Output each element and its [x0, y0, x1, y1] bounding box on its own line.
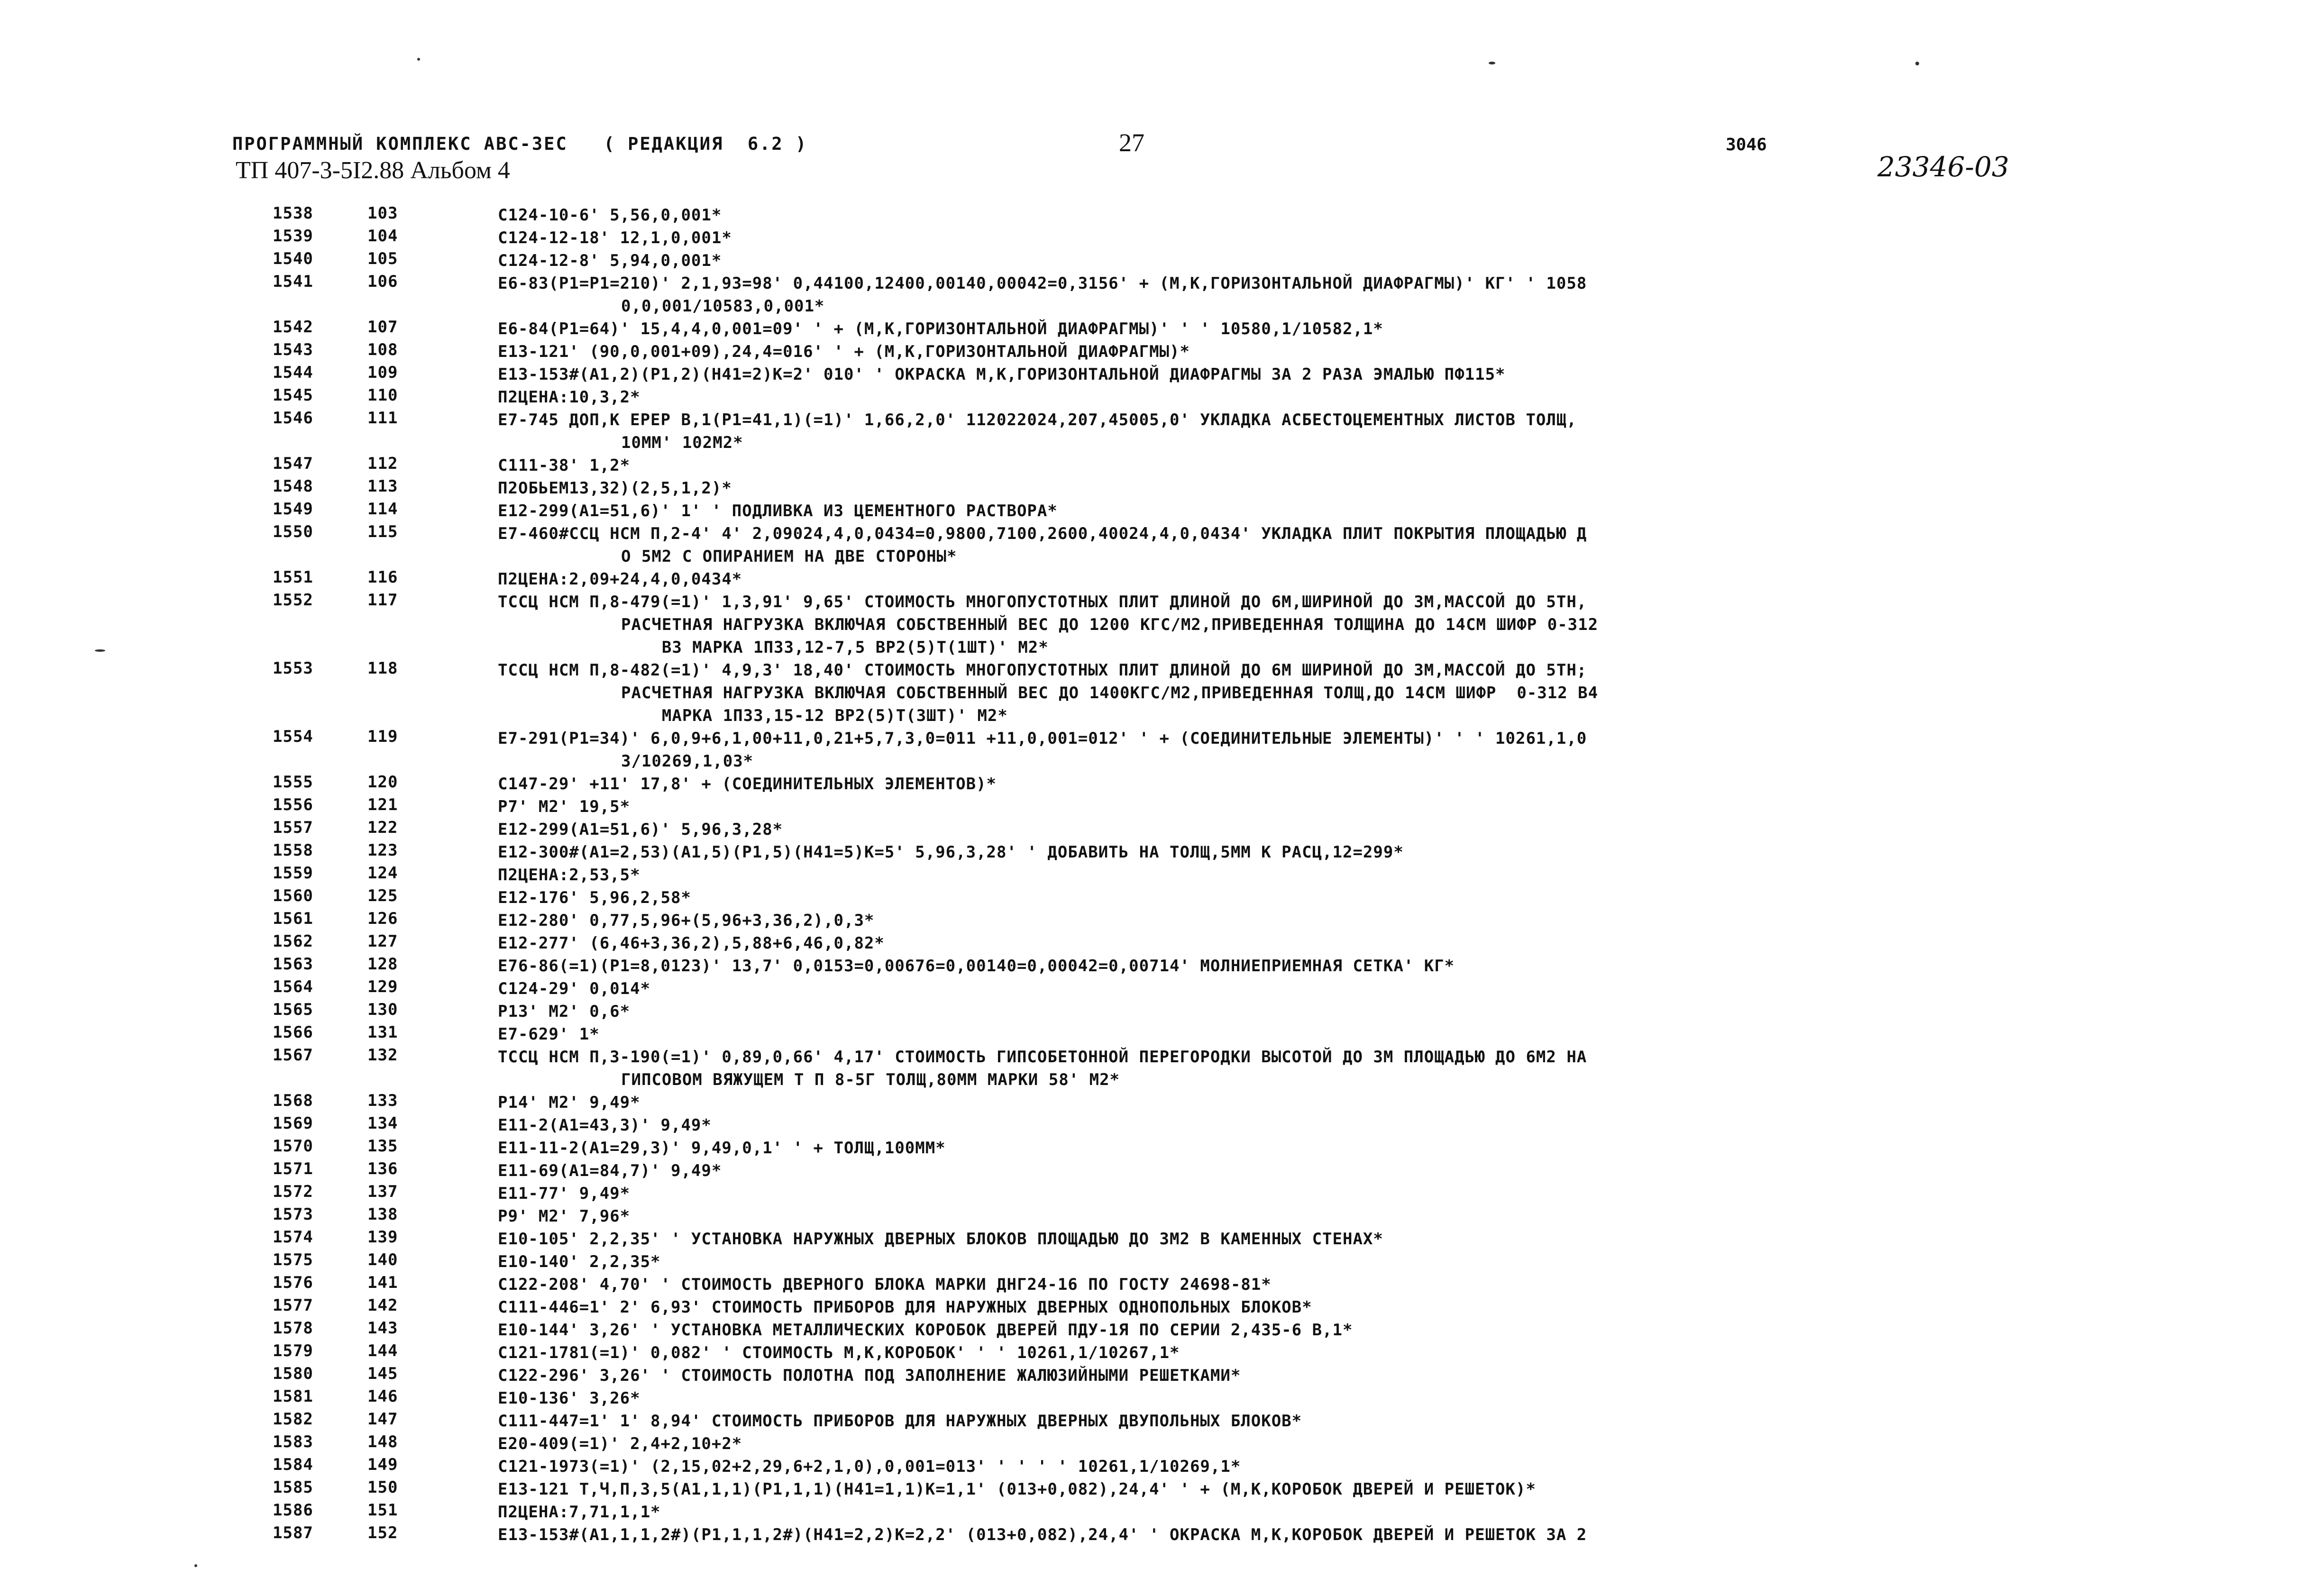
item-number: 137 — [367, 1182, 398, 1201]
line-number: 1541 — [273, 272, 313, 291]
line-number: 1583 — [273, 1432, 313, 1451]
line-number: 1572 — [273, 1182, 313, 1201]
listing-row — [0, 1250, 2297, 1273]
item-text-block — [498, 1205, 2053, 1228]
item-number: 129 — [367, 977, 398, 996]
item-number: 114 — [367, 500, 398, 519]
line-number: 1581 — [273, 1387, 313, 1406]
item-number: 111 — [367, 409, 398, 428]
item-text: Е13-121' (90,0,001+09),24,4=016' ' + (М,К,ГОРИЗОНТАЛЬНОЙ ДИАФРАГМЫ)* — [498, 342, 1190, 361]
listing-row — [0, 568, 2297, 591]
line-number: 1582 — [273, 1410, 313, 1429]
line-number: 1574 — [273, 1228, 313, 1247]
listing-row — [0, 1523, 2297, 1546]
item-number: 144 — [367, 1341, 398, 1360]
item-text-block — [498, 909, 2053, 932]
item-text: Р7' М2' 19,5* — [498, 797, 631, 816]
listing-row — [0, 1296, 2297, 1319]
listing-row — [0, 227, 2297, 249]
listing-row — [0, 1387, 2297, 1410]
item-number: 119 — [367, 727, 398, 746]
listing-row — [0, 1410, 2297, 1432]
item-text-block — [498, 318, 2053, 340]
item-number: 131 — [367, 1023, 398, 1042]
item-text-block — [498, 1137, 2053, 1159]
item-number: 125 — [367, 886, 398, 905]
item-text-continuation: 10ММ' 102М2* — [621, 433, 743, 452]
line-number: 1561 — [273, 909, 313, 928]
listing-row — [0, 249, 2297, 272]
listing-row — [0, 1137, 2297, 1159]
item-text: П2ОБЬЕМ13,32)(2,5,1,2)* — [498, 479, 732, 498]
line-number: 1557 — [273, 818, 313, 837]
item-text-block — [498, 841, 2053, 864]
item-text: П2ЦЕНА:7,71,1,1* — [498, 1503, 661, 1522]
item-number: 117 — [367, 591, 398, 610]
line-number: 1570 — [273, 1137, 313, 1156]
item-text-block — [498, 1273, 2053, 1296]
line-number: 1566 — [273, 1023, 313, 1042]
item-number: 136 — [367, 1159, 398, 1178]
item-text-continuation: РАСЧЕТНАЯ НАГРУЗКА ВКЛЮЧАЯ СОБСТВЕННЫЙ ВЕС ДО 1200 КГС/М2,ПРИВЕДЕННАЯ ТОЛЩИНА ДО 14СМ ШИФР 0-312 ВЗ МАРКА 1П33,12-7,5 ВР2(5)Т(1ШТ)' М2* — [621, 615, 1599, 657]
line-number: 1586 — [273, 1501, 313, 1520]
item-text-block — [498, 864, 2053, 886]
listing-row — [0, 1455, 2297, 1478]
item-text-block — [498, 886, 2053, 909]
item-text: Е7-460#ССЦ НСМ П,2-4' 4' 2,09024,4,0,0434=0,9800,7100,2600,40024,4,0,0434' УКЛАДКА ПЛИТ ПОКРЫТИЯ ПЛОЩАДЬЮ Д — [498, 524, 1587, 543]
item-number: 130 — [367, 1000, 398, 1019]
item-text-block — [498, 591, 2053, 659]
item-number: 132 — [367, 1046, 398, 1065]
item-text-block — [498, 795, 2053, 818]
line-number: 1578 — [273, 1319, 313, 1338]
item-text-block — [498, 1410, 2053, 1432]
listing-row — [0, 409, 2297, 454]
item-text-block — [498, 1182, 2053, 1205]
item-text-block — [498, 1319, 2053, 1341]
item-text: Р9' М2' 7,96* — [498, 1207, 631, 1226]
item-text: С124-12-8' 5,94,0,001* — [498, 251, 722, 270]
listing-row — [0, 272, 2297, 318]
item-text: П2ЦЕНА:2,09+24,4,0,0434* — [498, 570, 742, 589]
item-text: Е13-153#(А1,2)(Р1,2)(Н41=2)К=2' 010' ' ОКРАСКА М,К,ГОРИЗОНТАЛЬНОЙ ДИАФРАГМЫ ЗА 2 РАЗА ЭМАЛЬЮ ПФ115* — [498, 365, 1506, 384]
item-text-block — [498, 977, 2053, 1000]
item-text-block — [498, 522, 2053, 568]
item-number: 116 — [367, 568, 398, 587]
line-number: 1577 — [273, 1296, 313, 1315]
scan-speck — [417, 58, 420, 61]
item-text-continuation: РАСЧЕТНАЯ НАГРУЗКА ВКЛЮЧАЯ СОБСТВЕННЫЙ ВЕС ДО 1400КГС/М2,ПРИВЕДЕННАЯ ТОЛЩ,ДО 14СМ ШИФР 0-312 В4 МАРКА 1П33,15-12 ВР2(5)Т(3ШТ)' М2* — [621, 684, 1599, 725]
item-text-block — [498, 204, 2053, 227]
item-number: 149 — [367, 1455, 398, 1474]
item-text-block — [498, 340, 2053, 363]
page-number: 27 — [1119, 128, 1144, 157]
document-code: 3046 — [1726, 135, 1767, 155]
listing-row — [0, 454, 2297, 477]
item-number: 145 — [367, 1364, 398, 1383]
line-number: 1538 — [273, 204, 313, 223]
scan-speck — [95, 649, 105, 652]
item-number: 108 — [367, 340, 398, 359]
line-number: 1580 — [273, 1364, 313, 1383]
listing-row — [0, 1364, 2297, 1387]
listing-row — [0, 1478, 2297, 1501]
line-number: 1545 — [273, 386, 313, 405]
item-text: П2ЦЕНА:10,3,2* — [498, 388, 641, 407]
listing-row — [0, 659, 2297, 727]
item-text-block — [498, 1387, 2053, 1410]
listing-row — [0, 1228, 2297, 1250]
item-text: Е7-629' 1* — [498, 1025, 600, 1044]
item-text-block — [498, 227, 2053, 249]
listing-row — [0, 955, 2297, 977]
item-number: 152 — [367, 1523, 398, 1542]
line-number: 1568 — [273, 1091, 313, 1110]
item-number: 147 — [367, 1410, 398, 1429]
item-text: Е12-300#(А1=2,53)(А1,5)(Р1,5)(Н41=5)К=5' 5,96,3,28' ' ДОБАВИТЬ НА ТОЛЩ,5ММ К РАСЦ,12=299* — [498, 843, 1404, 862]
item-text: Е11-11-2(А1=29,3)' 9,49,0,1' ' + ТОЛЩ,100ММ* — [498, 1139, 946, 1158]
item-text-block — [498, 1159, 2053, 1182]
item-number: 143 — [367, 1319, 398, 1338]
item-text-block — [498, 1455, 2053, 1478]
item-text-block — [498, 1250, 2053, 1273]
scan-speck — [1915, 62, 1919, 65]
item-text-block — [498, 1296, 2053, 1319]
item-number: 104 — [367, 227, 398, 246]
item-text: Е12-299(А1=51,6)' 5,96,3,28* — [498, 820, 783, 839]
listing-row — [0, 1273, 2297, 1296]
listing-row — [0, 1159, 2297, 1182]
item-text-block — [498, 272, 2053, 318]
listing-row — [0, 1091, 2297, 1114]
item-text: С111-447=1' 1' 8,94' СТОИМОСТЬ ПРИБОРОВ ДЛЯ НАРУЖНЫХ ДВЕРНЫХ ДВУПОЛЬНЫХ БЛОКОВ* — [498, 1412, 1302, 1431]
line-number: 1553 — [273, 659, 313, 678]
item-text: С111-446=1' 2' 6,93' СТОИМОСТЬ ПРИБОРОВ ДЛЯ НАРУЖНЫХ ДВЕРНЫХ ОДНОПОЛЬНЫХ БЛОКОВ* — [498, 1298, 1312, 1317]
item-text-block — [498, 1023, 2053, 1046]
line-number: 1569 — [273, 1114, 313, 1133]
item-number: 115 — [367, 522, 398, 541]
listing-row — [0, 204, 2297, 227]
program-header: ПРОГРАММНЫЙ КОМПЛЕКС АВС-ЗЕС ( РЕДАКЦИЯ 6.2 ) — [232, 134, 808, 154]
item-text: Е11-69(А1=84,7)' 9,49* — [498, 1161, 722, 1180]
item-number: 105 — [367, 249, 398, 268]
item-text-block — [498, 1341, 2053, 1364]
item-number: 112 — [367, 454, 398, 473]
line-number: 1551 — [273, 568, 313, 587]
listing-row — [0, 1501, 2297, 1523]
item-number: 142 — [367, 1296, 398, 1315]
listing-row — [0, 1432, 2297, 1455]
line-number: 1571 — [273, 1159, 313, 1178]
program-listing — [0, 204, 2297, 1546]
item-number: 106 — [367, 272, 398, 291]
listing-row — [0, 1023, 2297, 1046]
item-text-block — [498, 386, 2053, 409]
item-text: Е13-121 Т,Ч,П,3,5(А1,1,1)(Р1,1,1)(Н41=1,1)К=1,1' (013+0,082),24,4' ' + (М,К,КОРОБОК ДВЕРЕЙ И РЕШЕТОК)* — [498, 1480, 1536, 1499]
line-number: 1562 — [273, 932, 313, 951]
listing-row — [0, 1205, 2297, 1228]
line-number: 1575 — [273, 1250, 313, 1269]
line-number: 1555 — [273, 773, 313, 792]
line-number: 1554 — [273, 727, 313, 746]
item-text: С124-12-18' 12,1,0,001* — [498, 228, 732, 247]
item-text-block — [498, 727, 2053, 773]
item-text: ТССЦ НСМ П,8-482(=1)' 4,9,3' 18,40' СТОИМОСТЬ МНОГОПУСТОТНЫХ ПЛИТ ДЛИНОЙ ДО 6М ШИРИНОЙ ДО 3М,МАССОЙ ДО 5ТН; — [498, 661, 1587, 680]
listing-row — [0, 1182, 2297, 1205]
item-number: 121 — [367, 795, 398, 814]
item-text: Е10-144' 3,26' ' УСТАНОВКА МЕТАЛЛИЧЕСКИХ КОРОБОК ДВЕРЕЙ ПДУ-1Я ПО СЕРИИ 2,435-6 В,1* — [498, 1321, 1353, 1340]
line-number: 1539 — [273, 227, 313, 246]
listing-row — [0, 477, 2297, 500]
line-number: 1576 — [273, 1273, 313, 1292]
item-text-block — [498, 1114, 2053, 1137]
line-number: 1552 — [273, 591, 313, 610]
item-text: Е20-409(=1)' 2,4+2,10+2* — [498, 1434, 742, 1453]
item-text-block — [498, 1523, 2053, 1546]
line-number: 1585 — [273, 1478, 313, 1497]
item-number: 109 — [367, 363, 398, 382]
line-number: 1550 — [273, 522, 313, 541]
listing-row — [0, 1341, 2297, 1364]
listing-row — [0, 340, 2297, 363]
listing-row — [0, 591, 2297, 659]
listing-row — [0, 1114, 2297, 1137]
item-text-block — [498, 932, 2053, 955]
listing-row — [0, 727, 2297, 773]
item-text: С124-29' 0,014* — [498, 979, 651, 998]
item-text: Е13-153#(А1,1,1,2#)(Р1,1,1,2#)(Н41=2,2)К=2,2' (013+0,082),24,4' ' ОКРАСКА М,К,КОРОБОК ДВЕРЕЙ И РЕШЕТОК ЗА 2 — [498, 1525, 1587, 1544]
item-text: С124-10-6' 5,56,0,001* — [498, 206, 722, 225]
line-number: 1558 — [273, 841, 313, 860]
item-number: 150 — [367, 1478, 398, 1497]
line-number: 1567 — [273, 1046, 313, 1065]
item-text: Е10-136' 3,26* — [498, 1389, 641, 1408]
listing-row — [0, 318, 2297, 340]
item-text-block — [498, 568, 2053, 591]
item-text-block — [498, 1364, 2053, 1387]
item-text-block — [498, 1228, 2053, 1250]
line-number: 1559 — [273, 864, 313, 883]
item-text: Е11-77' 9,49* — [498, 1184, 631, 1203]
item-number: 123 — [367, 841, 398, 860]
item-number: 134 — [367, 1114, 398, 1133]
item-number: 133 — [367, 1091, 398, 1110]
item-text: П2ЦЕНА:2,53,5* — [498, 866, 641, 885]
item-number: 139 — [367, 1228, 398, 1247]
item-text: Е12-176' 5,96,2,58* — [498, 888, 691, 907]
item-text: Е12-277' (6,46+3,36,2),5,88+6,46,0,82* — [498, 934, 885, 953]
item-text: С122-296' 3,26' ' СТОИМОСТЬ ПОЛОТНА ПОД ЗАПОЛНЕНИЕ ЖАЛЮЗИЙНЫМИ РЕШЕТКАМИ* — [498, 1366, 1241, 1385]
item-number: 148 — [367, 1432, 398, 1451]
item-text: Е12-299(А1=51,6)' 1' ' ПОДЛИВКА ИЗ ЦЕМЕНТНОГО РАСТВОРА* — [498, 502, 1058, 520]
item-text-block — [498, 1501, 2053, 1523]
item-number: 107 — [367, 318, 398, 337]
album-title: ТП 407-3-5I2.88 Альбом 4 — [236, 157, 510, 184]
line-number: 1573 — [273, 1205, 313, 1224]
handwritten-number: 23346-03 — [1877, 151, 2009, 183]
line-number: 1563 — [273, 955, 313, 974]
item-text: Е10-105' 2,2,35' ' УСТАНОВКА НАРУЖНЫХ ДВЕРНЫХ БЛОКОВ ПЛОЩАДЬЮ ДО 3М2 В КАМЕННЫХ СТЕНАХ* — [498, 1230, 1383, 1249]
item-text: Е6-84(Р1=64)' 15,4,4,0,001=09' ' + (М,К,ГОРИЗОНТАЛЬНОЙ ДИАФРАГМЫ)' ' ' 10580,1/10582,1* — [498, 319, 1383, 338]
listing-row — [0, 363, 2297, 386]
scan-speck — [1489, 62, 1495, 64]
item-text-block — [498, 1091, 2053, 1114]
listing-row — [0, 818, 2297, 841]
item-text-block — [498, 773, 2053, 795]
item-text-continuation: ГИПСОВОМ ВЯЖУЩЕМ Т П 8-5Г ТОЛЩ,80ММ МАРКИ 58' М2* — [621, 1070, 1120, 1089]
item-number: 124 — [367, 864, 398, 883]
line-number: 1548 — [273, 477, 313, 496]
listing-row — [0, 795, 2297, 818]
line-number: 1584 — [273, 1455, 313, 1474]
item-text: ТССЦ НСМ П,8-479(=1)' 1,3,91' 9,65' СТОИМОСТЬ МНОГОПУСТОТНЫХ ПЛИТ ДЛИНОЙ ДО 6М,ШИРИНОЙ ДО 3М,МАССОЙ ДО 5ТН, — [498, 593, 1587, 611]
item-text: Е76-86(=1)(Р1=8,0123)' 13,7' 0,0153=0,00676=0,00140=0,00042=0,00714' МОЛНИЕПРИЕМНАЯ СЕТКА' КГ* — [498, 957, 1455, 976]
item-number: 110 — [367, 386, 398, 405]
item-text: С121-1973(=1)' (2,15,02+2,29,6+2,1,0),0,001=013' ' ' ' ' 10261,1/10269,1* — [498, 1457, 1241, 1476]
listing-row — [0, 886, 2297, 909]
item-text-block — [498, 1000, 2053, 1023]
item-number: 118 — [367, 659, 398, 678]
item-text: ТССЦ НСМ П,3-190(=1)' 0,89,0,66' 4,17' СТОИМОСТЬ ГИПСОБЕТОННОЙ ПЕРЕГОРОДКИ ВЫСОТОЙ ДО 3М ПЛОЩАДЬЮ ДО 6М2 НА — [498, 1048, 1587, 1067]
item-text: Е7-291(Р1=34)' 6,0,9+6,1,00+11,0,21+5,7,3,0=011 +11,0,001=012' ' + (СОЕДИНИТЕЛЬНЫЕ ЭЛЕМЕНТЫ)' ' ' 10261,1,0 — [498, 729, 1587, 748]
item-text: Е10-140' 2,2,35* — [498, 1252, 661, 1271]
line-number: 1542 — [273, 318, 313, 337]
item-text-block — [498, 1478, 2053, 1501]
line-number: 1565 — [273, 1000, 313, 1019]
item-text-continuation: 3/10269,1,03* — [621, 752, 754, 771]
item-number: 141 — [367, 1273, 398, 1292]
line-number: 1546 — [273, 409, 313, 428]
item-text-block — [498, 363, 2053, 386]
item-text: Е11-2(А1=43,3)' 9,49* — [498, 1116, 712, 1135]
listing-row — [0, 773, 2297, 795]
item-number: 140 — [367, 1250, 398, 1269]
item-number: 113 — [367, 477, 398, 496]
line-number: 1587 — [273, 1523, 313, 1542]
item-text: Е7-745 ДОП,К ЕРЕР В,1(Р1=41,1)(=1)' 1,66,2,0' 112022024,207,45005,0' УКЛАДКА АСБЕСТОЦЕМЕНТНЫХ ЛИСТОВ ТОЛЩ, — [498, 410, 1577, 429]
item-number: 151 — [367, 1501, 398, 1520]
listing-row — [0, 1319, 2297, 1341]
item-text-block — [498, 659, 2053, 727]
item-text-continuation: О 5М2 С ОПИРАНИЕМ НА ДВЕ СТОРОНЫ* — [621, 547, 957, 566]
item-text-block — [498, 1432, 2053, 1455]
item-text: Р13' М2' 0,6* — [498, 1002, 631, 1021]
item-number: 146 — [367, 1387, 398, 1406]
item-number: 138 — [367, 1205, 398, 1224]
line-number: 1564 — [273, 977, 313, 996]
item-text-block — [498, 454, 2053, 477]
listing-row — [0, 932, 2297, 955]
item-text-block — [498, 409, 2053, 454]
listing-row — [0, 386, 2297, 409]
item-number: 135 — [367, 1137, 398, 1156]
item-text: С121-1781(=1)' 0,082' ' СТОИМОСТЬ М,К,КОРОБОК' ' ' 10261,1/10267,1* — [498, 1343, 1180, 1362]
listing-row — [0, 1000, 2297, 1023]
line-number: 1547 — [273, 454, 313, 473]
item-text: С111-38' 1,2* — [498, 456, 631, 475]
item-text: С147-29' +11' 17,8' + (СОЕДИНИТЕЛЬНЫХ ЭЛЕМЕНТОВ)* — [498, 775, 997, 793]
item-number: 103 — [367, 204, 398, 223]
item-number: 122 — [367, 818, 398, 837]
listing-row — [0, 500, 2297, 522]
item-text-block — [498, 1046, 2053, 1091]
item-text-block — [498, 249, 2053, 272]
listing-row — [0, 977, 2297, 1000]
item-number: 127 — [367, 932, 398, 951]
item-number: 126 — [367, 909, 398, 928]
item-number: 120 — [367, 773, 398, 792]
item-text-block — [498, 477, 2053, 500]
item-text-continuation: 0,0,001/10583,0,001* — [621, 297, 825, 316]
scan-speck — [194, 1564, 197, 1567]
item-text: Р14' М2' 9,49* — [498, 1093, 641, 1112]
item-text: Е6-83(Р1=Р1=210)' 2,1,93=98' 0,44100,12400,00140,00042=0,3156' + (М,К,ГОРИЗОНТАЛЬНОЙ ДИАФРАГМЫ)' КГ' ' 1058 — [498, 274, 1587, 293]
line-number: 1549 — [273, 500, 313, 519]
item-text-block — [498, 500, 2053, 522]
listing-row — [0, 864, 2297, 886]
line-number: 1543 — [273, 340, 313, 359]
listing-row — [0, 841, 2297, 864]
listing-row — [0, 522, 2297, 568]
item-text-block — [498, 955, 2053, 977]
item-number: 128 — [367, 955, 398, 974]
item-text: С122-208' 4,70' ' СТОИМОСТЬ ДВЕРНОГО БЛОКА МАРКИ ДНГ24-16 ПО ГОСТУ 24698-81* — [498, 1275, 1272, 1294]
line-number: 1544 — [273, 363, 313, 382]
line-number: 1579 — [273, 1341, 313, 1360]
line-number: 1540 — [273, 249, 313, 268]
listing-row — [0, 1046, 2297, 1091]
line-number: 1560 — [273, 886, 313, 905]
item-text: Е12-280' 0,77,5,96+(5,96+3,36,2),0,3* — [498, 911, 875, 930]
line-number: 1556 — [273, 795, 313, 814]
item-text-block — [498, 818, 2053, 841]
listing-row — [0, 909, 2297, 932]
